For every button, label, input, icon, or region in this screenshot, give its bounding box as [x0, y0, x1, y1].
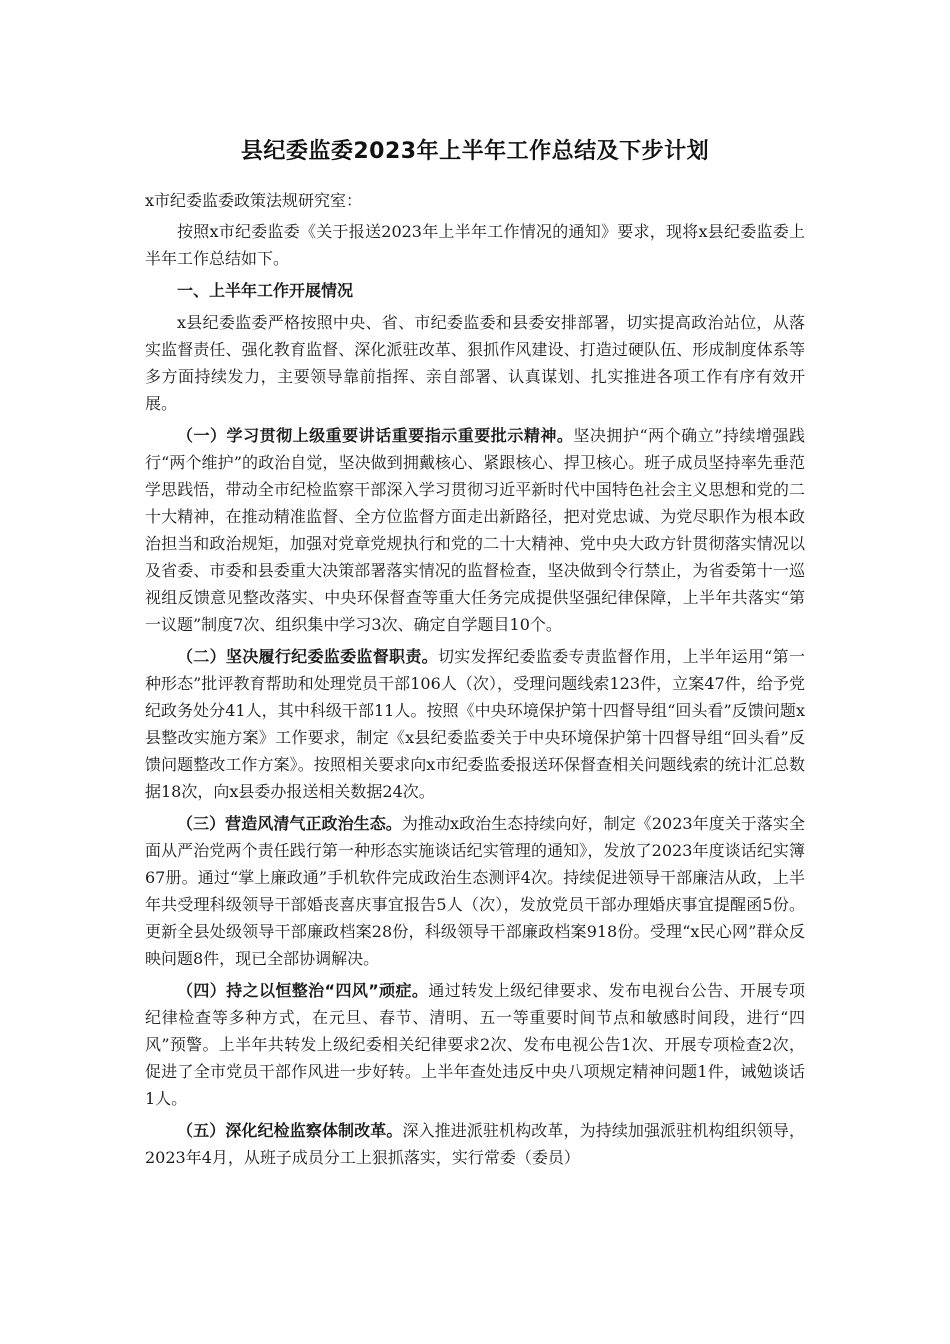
salutation: x市纪委监委政策法规研究室：	[145, 191, 363, 210]
section-heading: 一、上半年工作开展情况	[177, 281, 354, 300]
document-page	[145, 134, 805, 1176]
item-body: 坚决拥护“两个确立”持续增强践行“两个维护”的政治自觉，坚决做到拥戴核心、紧跟核心、捍卫核心。班子成员坚持率先垂范学思践悟，带动全市纪检监察干部深入学习贯彻习近平新时代中国特色社会主义思想和党的二十大精神，在推动精准监督、全方位监督方面走出新路径，把对党忠诚、为党尽职作为根本政治担当和政治规矩，加强对党章党规执行和党的二十大精神、党中央大政方针贯彻落实情况以及省委、市委和县委重大决策部署落实情况的监督检查，坚决做到令行禁止，为省委第十一巡视组反馈意见整改落实、中央环保督查等重大任务完成提供坚强纪律保障，上半年共落实“第一议题”制度7次、组织集中学习3次、确定自学题目10个。	[145, 426, 805, 634]
document-title: 县纪委监委2023年上半年工作总结及下步计划	[240, 139, 710, 164]
item-lead: （二）坚决履行纪委监委监督职责。	[177, 647, 438, 666]
item-body: 为推动x政治生态持续向好，制定《2023年度关于落实全面从严治党两个责任践行第一种形态实施谈话纪实管理的通知》，发放了2023年度谈话纪实簿67册。通过“掌上廉政通”手机软件完成政治生态测评4次。持续促进领导干部廉洁从政，上半年共受理科级领导干部婚丧喜庆事宜报告5人（次），发放党员干部办理婚庆事宜提醒函5份。更新全县处级领导干部廉政档案28份，科级领导干部廉政档案918份。受理“x民心网”群众反映问题8件，现已全部协调解决。	[145, 814, 805, 968]
item-body: 切实发挥纪委监委专责监督作用，上半年运用“第一种形态”批评教育帮助和处理党员干部106人（次），受理问题线索123件，立案47件，给予党纪政务处分41人，其中科级干部11人。按照《中央环境保护第十四督导组“回头看”反馈问题x县整改实施方案》工作要求，制定《x县纪委监委关于中央环境保护第十四督导组“回头看”反馈问题整改工作方案》。按照相关要求向x市纪委监委报送环保督查相关问题线索的统计汇总数据18次，向x县委办报送相关数据24次。	[145, 647, 805, 801]
item-lead: （四）持之以恒整治“四风”顽症。	[177, 981, 429, 1000]
item-body: 通过转发上级纪律要求、发布电视台公告、开展专项纪律检查等多种方式，在元旦、春节、清明、五一等重要时间节点和敏感时间段，进行“四风”预警。上半年共转发上级纪委相关纪律要求2次、发布电视公告1次、开展专项检查2次，促进了全市党员干部作风进一步好转。上半年查处违反中央八项规定精神问题1件，诫勉谈话1人。	[145, 981, 805, 1108]
intro-paragraph: 按照x市纪委监委《关于报送2023年上半年工作情况的通知》要求，现将x县纪委监委上半年工作总结如下。	[145, 222, 805, 268]
item-paragraph-4	[145, 977, 805, 1112]
item-paragraph-1	[145, 422, 805, 638]
item-paragraph-5	[145, 1117, 805, 1171]
item-lead: （五）深化纪检监察体制改革。	[177, 1121, 403, 1140]
item-body: 深入推进派驻机构改革，为持续加强派驻机构组织领导，2023年4月，从班子成员分工上狠抓落实，实行常委（委员）	[145, 1121, 805, 1167]
item-paragraph-2	[145, 643, 805, 805]
item-lead: （一）学习贯彻上级重要讲话重要指示重要批示精神。	[177, 426, 574, 445]
section-intro-paragraph: x县纪委监委严格按照中央、省、市纪委监委和县委安排部署，切实提高政治站位，从落实监督责任、强化教育监督、深化派驻改革、狠抓作风建设、打造过硬队伍、形成制度体系等多方面持续发力，主要领导靠前指挥、亲自部署、认真谋划、扎实推进各项工作有序有效开展。	[145, 313, 805, 413]
item-lead: （三）营造风清气正政治生态。	[177, 814, 402, 833]
item-paragraph-3	[145, 810, 805, 972]
